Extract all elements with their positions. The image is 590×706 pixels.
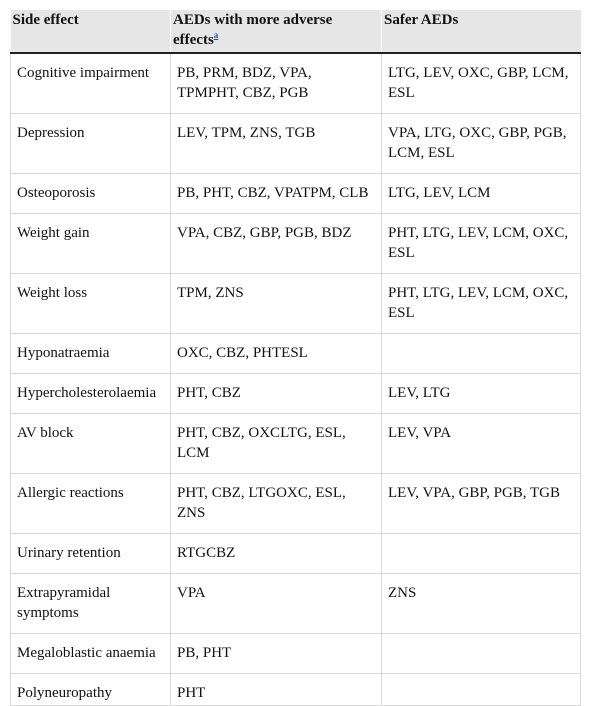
table-row — [11, 334, 581, 374]
cell-aeds-more-adverse: TPM, ZNS — [171, 274, 382, 334]
cell-side-effect: Megaloblastic anaemia — [11, 634, 171, 674]
header-aeds-more-adverse — [171, 10, 382, 53]
cell-side-effect: Hypercholesterolaemia — [11, 374, 171, 414]
cell-safer-aeds — [382, 534, 581, 574]
cell-safer-aeds: PHT, LTG, LEV, LCM, OXC, ESL — [382, 274, 581, 334]
cell-aeds-more-adverse: LEV, TPM, ZNS, TGB — [171, 114, 382, 174]
cell-safer-aeds: ZNS — [382, 574, 581, 634]
cell-safer-aeds — [382, 334, 581, 374]
cell-side-effect: Allergic reactions — [11, 474, 171, 534]
cell-side-effect: Osteoporosis — [11, 174, 171, 214]
cell-aeds-more-adverse: PB, PHT — [171, 634, 382, 674]
table-row — [11, 174, 581, 214]
cell-aeds-more-adverse: VPA, CBZ, GBP, PGB, BDZ — [171, 214, 382, 274]
cell-aeds-more-adverse: RTGCBZ — [171, 534, 382, 574]
cell-aeds-more-adverse: VPA — [171, 574, 382, 634]
cell-aeds-more-adverse: PB, PHT, CBZ, VPATPM, CLB — [171, 174, 382, 214]
cell-side-effect: Urinary retention — [11, 534, 171, 574]
cell-safer-aeds: LEV, LTG — [382, 374, 581, 414]
cell-aeds-more-adverse: PHT, CBZ, OXCLTG, ESL, LCM — [171, 414, 382, 474]
table-header — [11, 10, 581, 53]
cell-aeds-more-adverse: PB, PRM, BDZ, VPA, TPMPHT, CBZ, PGB — [171, 53, 382, 114]
cell-side-effect: Weight loss — [11, 274, 171, 334]
cell-safer-aeds: LTG, LEV, OXC, GBP, LCM, ESL — [382, 53, 581, 114]
table-row — [11, 214, 581, 274]
cell-safer-aeds: LEV, VPA — [382, 414, 581, 474]
table-row — [11, 534, 581, 574]
cell-safer-aeds: PHT, LTG, LEV, LCM, OXC, ESL — [382, 214, 581, 274]
cell-safer-aeds: LEV, VPA, GBP, PGB, TGB — [382, 474, 581, 534]
cell-side-effect: Hyponatraemia — [11, 334, 171, 374]
cell-safer-aeds: VPA, LTG, OXC, GBP, PGB, LCM, ESL — [382, 114, 581, 174]
header-side-effect — [11, 10, 171, 53]
table-row — [11, 634, 581, 674]
cell-aeds-more-adverse: PHT — [171, 674, 382, 706]
cell-side-effect: Depression — [11, 114, 171, 174]
cell-side-effect: Polyneuropathy — [11, 674, 171, 706]
table-row — [11, 474, 581, 534]
table-row — [11, 53, 581, 114]
table-row — [11, 274, 581, 334]
header-aeds-more-adverse-label: AEDs with more adverse effects — [173, 12, 333, 48]
table-body — [11, 53, 581, 706]
cell-aeds-more-adverse: OXC, CBZ, PHTESL — [171, 334, 382, 374]
cell-side-effect: Extrapyramidal symptoms — [11, 574, 171, 634]
cell-side-effect: Weight gain — [11, 214, 171, 274]
side-effects-table-container — [10, 10, 580, 706]
header-row — [11, 10, 581, 53]
table-row — [11, 414, 581, 474]
cell-side-effect: Cognitive impairment — [11, 53, 171, 114]
header-safer-aeds-label: Safer AEDs — [384, 12, 459, 28]
cell-aeds-more-adverse: PHT, CBZ — [171, 374, 382, 414]
cell-aeds-more-adverse: PHT, CBZ, LTGOXC, ESL, ZNS — [171, 474, 382, 534]
table-row — [11, 574, 581, 634]
cell-safer-aeds — [382, 634, 581, 674]
cell-side-effect: AV block — [11, 414, 171, 474]
header-side-effect-label: Side effect — [12, 12, 79, 28]
cell-safer-aeds: LTG, LEV, LCM — [382, 174, 581, 214]
table-row — [11, 114, 581, 174]
header-safer-aeds — [382, 10, 581, 53]
table-row — [11, 374, 581, 414]
side-effects-table — [10, 10, 581, 706]
table-row — [11, 674, 581, 706]
cell-safer-aeds — [382, 674, 581, 706]
footnote-link-a[interactable]: a — [213, 30, 219, 40]
